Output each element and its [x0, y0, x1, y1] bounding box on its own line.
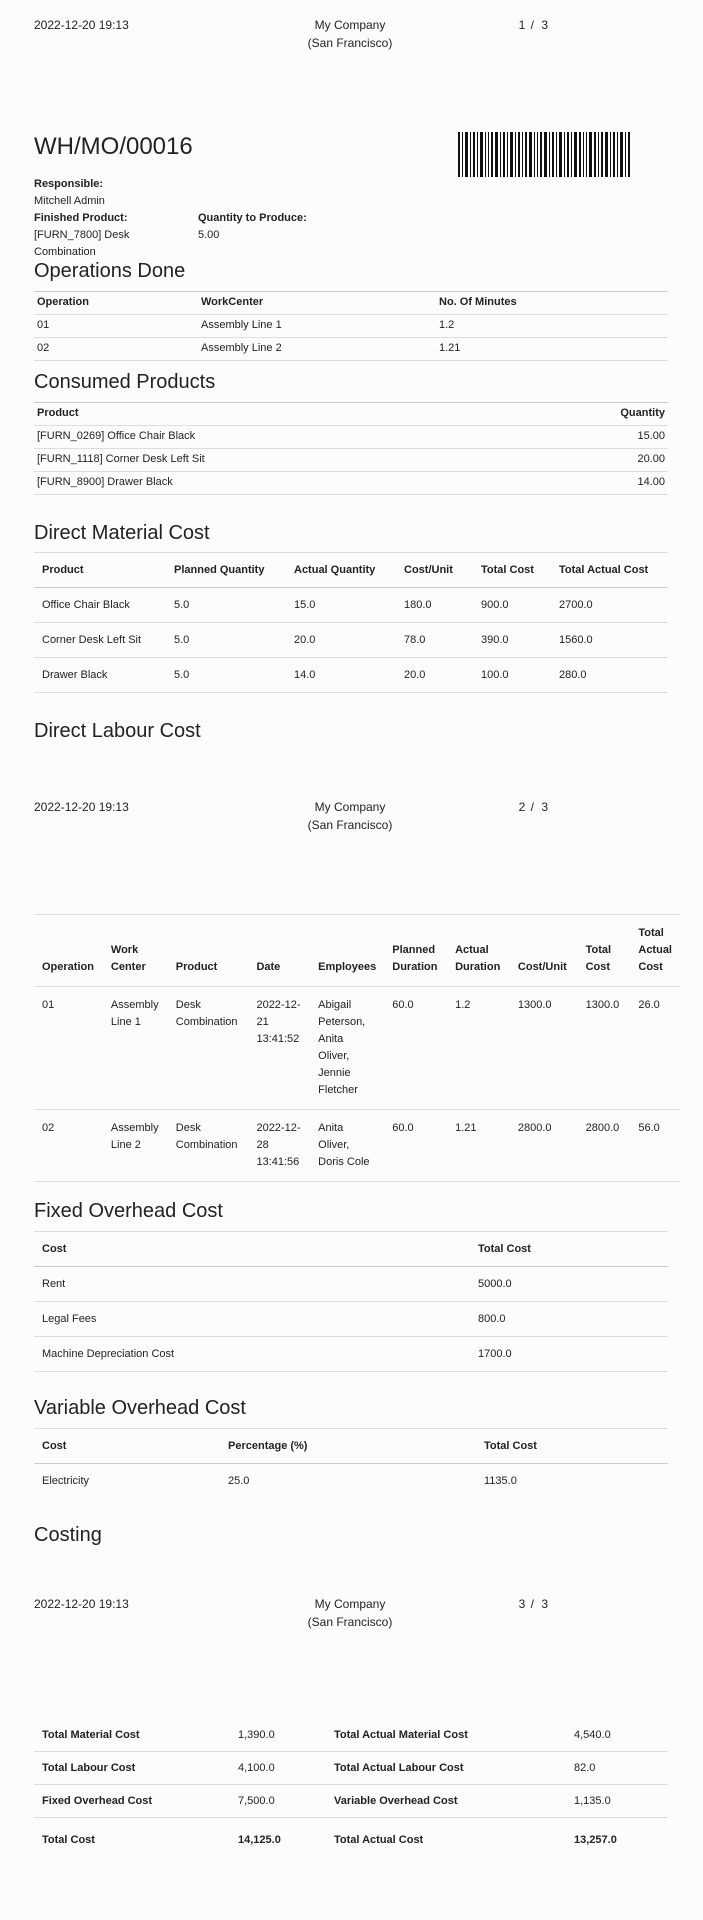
operations-table [34, 291, 668, 361]
table-cell: 5.0 [166, 623, 286, 658]
table-row [34, 1267, 668, 1302]
cost-label: Variable Overhead Cost [326, 1785, 566, 1818]
page-header-date: 2022-12-20 19:13 [34, 800, 129, 814]
table-header-row [34, 553, 668, 588]
table-row [34, 1752, 668, 1785]
table-row [34, 315, 668, 338]
table-row [34, 1110, 680, 1182]
total-row [34, 1818, 668, 1857]
operations-title: Operations Done [34, 260, 186, 282]
consumed-title: Consumed Products [34, 371, 216, 393]
table-cell: 5.0 [166, 588, 286, 623]
order-info [34, 176, 334, 210]
finished-product [34, 210, 184, 261]
table-cell: 2700.0 [551, 588, 668, 623]
col-header: Date [248, 915, 310, 987]
finished-product-value-2: Combination [34, 246, 96, 258]
col-header: Actual Duration [447, 915, 510, 987]
col-header: Product [34, 403, 525, 426]
variable-table [34, 1428, 668, 1498]
cost-value: 4,100.0 [230, 1752, 326, 1785]
table-row [34, 1464, 668, 1499]
cost-label: Fixed Overhead Cost [34, 1785, 230, 1818]
table-cell: 01 [34, 315, 198, 338]
table-cell: Assembly Line 2 [103, 1110, 168, 1182]
cost-value: 7,500.0 [230, 1785, 326, 1818]
table-cell: 390.0 [473, 623, 551, 658]
col-header: WorkCenter [198, 292, 436, 315]
col-header: Planned Quantity [166, 553, 286, 588]
table-cell: 01 [34, 987, 103, 1110]
table-cell: 1135.0 [484, 1475, 517, 1487]
table-row [34, 1337, 668, 1372]
col-header: Employees [310, 915, 384, 987]
col-header: Total Cost [473, 553, 551, 588]
table-cell: Machine Depreciation Cost [34, 1337, 470, 1372]
table-cell: 1300.0 [510, 987, 578, 1110]
finished-product-value: [FURN_7800] Desk [34, 229, 130, 241]
table-header-row [34, 1429, 668, 1464]
labour-table [34, 914, 680, 1182]
costing-title: Costing [34, 1524, 102, 1546]
total-actual-cost-value: 13,257.0 [566, 1818, 668, 1857]
table-cell: [FURN_1118] Corner Desk Left Sit [34, 449, 525, 472]
table-cell: 2800.0 [578, 1110, 631, 1182]
fixed-table [34, 1231, 668, 1372]
table-cell: Assembly Line 2 [198, 338, 436, 361]
consumed-table [34, 402, 668, 495]
table-cell: 20.00 [525, 449, 668, 472]
page-header-company [250, 1595, 450, 1631]
cost-value: 1,135.0 [566, 1785, 668, 1818]
col-header: Cost/Unit [510, 915, 578, 987]
page-header-company [250, 16, 450, 52]
table-cell: 1.2 [436, 315, 668, 338]
cost-label: Total Material Cost [34, 1719, 230, 1752]
company-name: My Company [314, 800, 386, 814]
table-cell: 180.0 [396, 588, 473, 623]
table-cell: 100.0 [473, 658, 551, 693]
cost-label: Total Actual Material Cost [326, 1719, 566, 1752]
table-cell: [FURN_8900] Drawer Black [34, 472, 525, 495]
table-cell: Rent [34, 1267, 470, 1302]
table-cell: 2022-12-21 13:41:52 [248, 987, 310, 1110]
col-header: Operation [34, 292, 198, 315]
table-cell: 20.0 [286, 623, 396, 658]
company-city: (San Francisco) [307, 1615, 393, 1629]
quantity-value: 5.00 [198, 229, 220, 241]
table-cell: 60.0 [384, 1110, 447, 1182]
col-header: Quantity [525, 403, 668, 426]
page-header-date: 2022-12-20 19:13 [34, 1597, 129, 1611]
table-row [34, 338, 668, 361]
table-cell: Office Chair Black [34, 588, 166, 623]
table-header-row [34, 915, 680, 987]
table-row [34, 588, 668, 623]
col-header: Total Actual Cost [630, 915, 680, 987]
table-cell: Anita Oliver, Doris Cole [310, 1110, 384, 1182]
table-row [34, 472, 668, 495]
table-row [34, 449, 668, 472]
table-cell: Electricity [42, 1475, 90, 1487]
table-cell: [FURN_0269] Office Chair Black [34, 426, 525, 449]
material-table [34, 552, 668, 693]
total-cost-label: Total Cost [34, 1818, 230, 1857]
cost-value: 4,540.0 [566, 1719, 668, 1752]
table-cell: 20.0 [396, 658, 473, 693]
table-cell: 56.0 [630, 1110, 680, 1182]
table-row [34, 623, 668, 658]
table-cell: Corner Desk Left Sit [34, 623, 166, 658]
page-number: 2 / 3 [518, 800, 548, 814]
table-header-row [34, 403, 668, 426]
table-cell: 1700.0 [470, 1337, 668, 1372]
quantity-label: Quantity to Produce: [198, 212, 307, 224]
table-cell: Desk Combination [168, 987, 249, 1110]
col-header: Actual Quantity [286, 553, 396, 588]
table-cell: Assembly Line 1 [198, 315, 436, 338]
total-actual-cost-label: Total Actual Cost [326, 1818, 566, 1857]
table-cell: 280.0 [551, 658, 668, 693]
table-cell: 14.00 [525, 472, 668, 495]
table-cell: 14.0 [286, 658, 396, 693]
cost-label: Total Labour Cost [34, 1752, 230, 1785]
company-name: My Company [314, 1597, 386, 1611]
table-row [34, 1785, 668, 1818]
table-header-row [34, 1232, 668, 1267]
col-header: Work Center [103, 915, 168, 987]
col-header: Cost [34, 1232, 470, 1267]
table-cell: 5000.0 [470, 1267, 668, 1302]
cost-label: Total Actual Labour Cost [326, 1752, 566, 1785]
col-header: Total Cost [470, 1232, 668, 1267]
table-cell: 02 [34, 1110, 103, 1182]
company-city: (San Francisco) [307, 818, 393, 832]
table-cell: 02 [34, 338, 198, 361]
col-header: Planned Duration [384, 915, 447, 987]
table-cell: Desk Combination [168, 1110, 249, 1182]
table-cell: 78.0 [396, 623, 473, 658]
fixed-title: Fixed Overhead Cost [34, 1200, 223, 1222]
col-header: Product [168, 915, 249, 987]
responsible-label: Responsible: [34, 178, 104, 190]
quantity-to-produce [198, 210, 398, 244]
variable-title: Variable Overhead Cost [34, 1397, 246, 1419]
table-cell: Legal Fees [34, 1302, 470, 1337]
table-cell: 15.00 [525, 426, 668, 449]
table-cell: 26.0 [630, 987, 680, 1110]
material-title: Direct Material Cost [34, 522, 210, 544]
order-reference: WH/MO/00016 [34, 133, 193, 160]
responsible-value: Mitchell Admin [34, 195, 105, 207]
company-city: (San Francisco) [307, 36, 393, 50]
company-name: My Company [314, 18, 386, 32]
table-row [34, 658, 668, 693]
table-cell: 5.0 [166, 658, 286, 693]
page-number: 3 / 3 [518, 1597, 548, 1611]
table-row [34, 1719, 668, 1752]
table-cell: 900.0 [473, 588, 551, 623]
table-cell: Abigail Peterson, Anita Oliver, Jennie Fletcher [310, 987, 384, 1110]
col-header: Total Cost [578, 915, 631, 987]
table-cell: 1.21 [447, 1110, 510, 1182]
table-cell: 1.2 [447, 987, 510, 1110]
cost-value: 82.0 [566, 1752, 668, 1785]
page-header-company [250, 798, 450, 834]
table-cell: 1300.0 [578, 987, 631, 1110]
table-cell: Drawer Black [34, 658, 166, 693]
labour-title: Direct Labour Cost [34, 720, 201, 742]
col-header: No. Of Minutes [436, 292, 668, 315]
finished-product-label: Finished Product: [34, 212, 128, 224]
cost-value: 1,390.0 [230, 1719, 326, 1752]
table-cell: 15.0 [286, 588, 396, 623]
table-cell: 2022-12-28 13:41:56 [248, 1110, 310, 1182]
col-header: Cost [34, 1429, 220, 1464]
col-header: Operation [34, 915, 103, 987]
total-cost-value: 14,125.0 [230, 1818, 326, 1857]
table-row [34, 1302, 668, 1337]
col-header: Product [34, 553, 166, 588]
table-header-row [34, 292, 668, 315]
barcode [458, 132, 630, 177]
table-row [34, 987, 680, 1110]
table-cell: 60.0 [384, 987, 447, 1110]
table-cell: 25.0 [228, 1475, 250, 1487]
table-cell: Assembly Line 1 [103, 987, 168, 1110]
col-header: Total Cost [476, 1429, 668, 1464]
page-number: 1 / 3 [518, 18, 548, 32]
page-header-date: 2022-12-20 19:13 [34, 18, 129, 32]
col-header: Cost/Unit [396, 553, 473, 588]
col-header: Total Actual Cost [551, 553, 668, 588]
table-row [34, 426, 668, 449]
costing-table [34, 1719, 668, 1856]
table-cell: 1.21 [436, 338, 668, 361]
col-header: Percentage (%) [220, 1429, 476, 1464]
table-cell: 2800.0 [510, 1110, 578, 1182]
table-cell: 800.0 [470, 1302, 668, 1337]
table-cell: 1560.0 [551, 623, 668, 658]
